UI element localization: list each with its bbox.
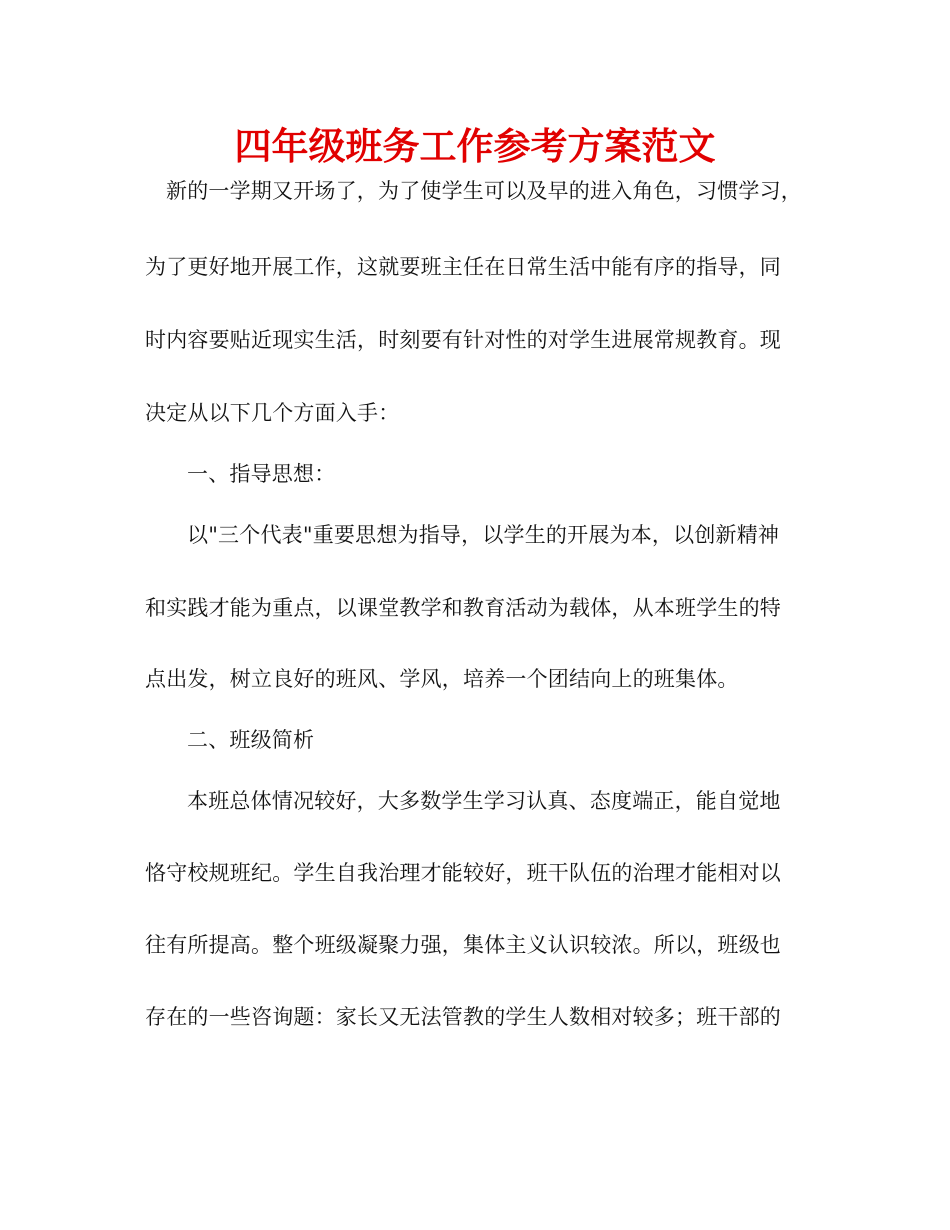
section-heading: 一、指导思想： [187,462,336,486]
paragraph-line: 往有所提高。整个班级凝聚力强，集体主义认识较浓。所以，班级也 [145,933,781,957]
paragraph-line: 时内容要贴近现实生活，时刻要有针对性的对学生进展常规教育。现 [145,328,781,352]
paragraph-line: 存在的一些咨询题：家长又无法管教的学生人数相对较多；班干部的 [145,1005,781,1029]
paragraph-line: 新的一学期又开场了，为了使学生可以及早的进入角色，习惯学习， [166,179,802,203]
paragraph-line: 恪守校规班纪。学生自我治理才能较好，班干队伍的治理才能相对以 [145,861,781,885]
paragraph-line: 本班总体情况较好，大多数学生学习认真、态度端正，能自觉地 [187,789,781,813]
paragraph-line: 为了更好地开展工作，这就要班主任在日常生活中能有序的指导，同 [145,255,781,279]
paragraph-line: 决定从以下几个方面入手： [145,401,400,425]
paragraph-line: 以"三个代表"重要思想为指导，以学生的开展为本，以创新精神 [187,523,780,547]
paragraph-line: 点出发，树立良好的班风、学风，培养一个团结向上的班集体。 [145,667,739,691]
document-title: 四年级班务工作参考方案范文 [234,124,716,168]
section-heading: 二、班级简析 [187,728,315,752]
paragraph-line: 和实践才能为重点，以课堂教学和教育活动为载体，从本班学生的特 [145,596,781,620]
